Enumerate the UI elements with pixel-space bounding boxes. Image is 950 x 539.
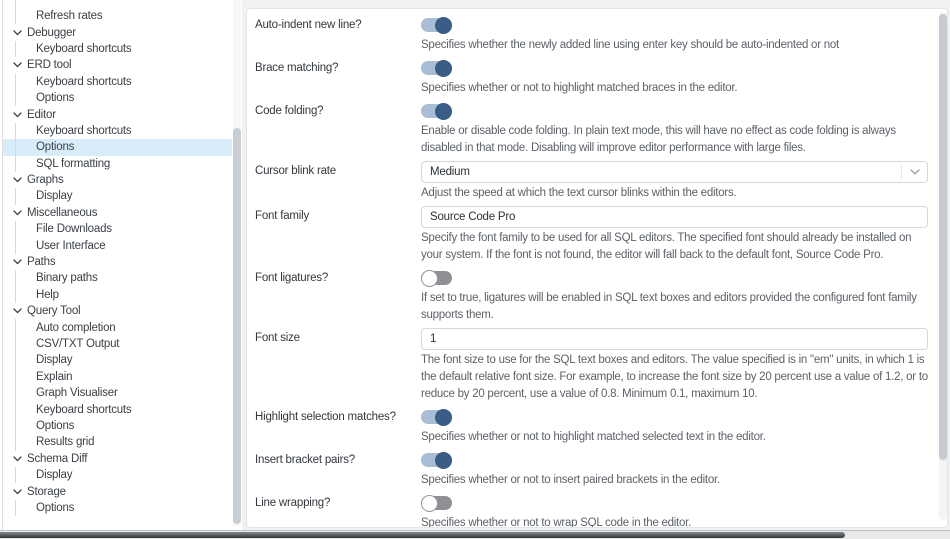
code-folding-toggle[interactable] xyxy=(421,104,452,118)
tree-item-label: Binary paths xyxy=(36,272,98,285)
chevron-down-icon[interactable] xyxy=(13,308,22,314)
tree-item-label: Display xyxy=(36,354,73,367)
sidebar-item-auto-completion[interactable] xyxy=(3,319,232,335)
setting-insert-bracket-pairs xyxy=(255,450,947,489)
content-scrollbar[interactable] xyxy=(939,12,947,520)
tree-item-label: Editor xyxy=(27,108,56,121)
tree-item-label: Keyboard shortcuts xyxy=(36,403,132,416)
setting-font-size xyxy=(255,328,947,403)
tree-item-label: Auto completion xyxy=(36,321,116,334)
tree-item-label: Refresh rates xyxy=(36,10,103,23)
sidebar-item-keyboard-shortcuts[interactable] xyxy=(3,74,232,90)
sidebar-item-storage[interactable] xyxy=(3,483,232,499)
chevron-down-icon[interactable] xyxy=(13,259,22,265)
tree-item-label: Options xyxy=(36,419,75,432)
setting-help-text: Specify the font family to be used for all SQL editors. The specified font should already be installed on your system. If the font is not found, the editor will fall back to the default font, Source Code Pro. xyxy=(421,232,912,261)
setting-label: Cursor blink rate xyxy=(255,165,336,177)
toggle-knob xyxy=(435,60,452,77)
tree-item-label: Results grid xyxy=(36,436,95,449)
tree-item-label: Keyboard shortcuts xyxy=(36,124,132,137)
settings-list xyxy=(255,15,947,528)
sidebar-item-graphs[interactable] xyxy=(3,172,232,188)
setting-font-ligatures xyxy=(255,268,947,324)
sidebar-item-file-downloads[interactable] xyxy=(3,221,232,237)
sidebar-item-sql-formatting[interactable] xyxy=(3,156,232,172)
font-family-input[interactable] xyxy=(421,206,928,228)
setting-label: Code folding? xyxy=(255,105,324,117)
sidebar-item-schema-diff[interactable] xyxy=(3,451,232,467)
sidebar-item-options[interactable] xyxy=(3,90,232,106)
font-ligatures-toggle[interactable] xyxy=(421,271,452,285)
toggle-knob xyxy=(435,409,452,426)
sidebar-item-options[interactable] xyxy=(3,500,232,516)
preferences-sidebar xyxy=(0,0,242,530)
insert-bracket-pairs-toggle[interactable] xyxy=(421,453,452,467)
highlight-selection-matches-toggle[interactable] xyxy=(421,410,452,424)
sidebar-item-editor[interactable] xyxy=(3,106,232,122)
chevron-down-icon[interactable] xyxy=(901,165,927,179)
setting-label: Font ligatures? xyxy=(255,272,329,284)
tree-item-label: Keyboard shortcuts xyxy=(36,42,132,55)
tree-item-label: Options xyxy=(36,141,75,154)
sidebar-item-debugger[interactable] xyxy=(3,24,232,40)
setting-help-text: Specifies whether or not to highlight matched braces in the editor. xyxy=(421,82,738,94)
tree-item-label: Display xyxy=(36,469,73,482)
sidebar-item-display[interactable] xyxy=(3,188,232,204)
line-wrapping-toggle[interactable] xyxy=(421,496,452,510)
sidebar-item-keyboard-shortcuts[interactable] xyxy=(3,41,232,57)
tree-item-label: Display xyxy=(36,190,73,203)
tree-item-label: File Downloads xyxy=(36,223,112,236)
setting-help-text: Enable or disable code folding. In plain text mode, this will have no effect as code folding is always disabled in that mode. Disabling will improve editor performance with large files. xyxy=(421,125,896,154)
setting-help-text: If set to true, ligatures will be enabled in SQL text boxes and editors provided the configured font family supports them. xyxy=(421,292,917,321)
toggle-knob xyxy=(435,17,452,34)
setting-label: Line wrapping? xyxy=(255,497,331,509)
tree-item-label: Storage xyxy=(27,485,66,498)
horizontal-scrollbar[interactable] xyxy=(0,530,950,539)
sidebar-item-query-tool[interactable] xyxy=(3,303,232,319)
sidebar-item-display[interactable] xyxy=(3,352,232,368)
setting-help-text: Adjust the speed at which the text cursor blinks within the editors. xyxy=(421,187,737,199)
select-value: Medium xyxy=(430,166,470,178)
sidebar-item-erd-tool[interactable] xyxy=(3,57,232,73)
setting-brace-matching xyxy=(255,58,947,97)
sidebar-item-keyboard-shortcuts[interactable] xyxy=(3,401,232,417)
tree-item-label: SQL formatting xyxy=(36,157,111,170)
setting-line-wrapping xyxy=(255,493,947,528)
setting-label: Insert bracket pairs? xyxy=(255,454,355,466)
toggle-knob xyxy=(435,103,452,120)
sidebar-item-user-interface[interactable] xyxy=(3,237,232,253)
tree-item-label: Options xyxy=(36,92,75,105)
chevron-down-icon[interactable] xyxy=(13,210,22,216)
content-scrollbar-thumb[interactable] xyxy=(939,14,947,460)
sidebar-item-options[interactable] xyxy=(3,139,232,155)
tree-item-label: Schema Diff xyxy=(27,452,88,465)
tree-item-label: Graphs xyxy=(27,174,64,187)
sidebar-item-display[interactable] xyxy=(3,467,232,483)
setting-auto-indent-new-line xyxy=(255,15,947,54)
sidebar-item-csv-txt-output[interactable] xyxy=(3,336,232,352)
tree-item-label: Miscellaneous xyxy=(27,206,98,219)
setting-help-text: The font size to use for the SQL text boxes and editors. The value specified is in "em" units, in which 1 is the default relative font size. For example, to increase the font size by 20 percent use a value of 1.2, or to reduce by 20 percent, use a value of 0.8. Minimum 0.1, maximum 10. xyxy=(421,354,928,400)
sidebar-item-binary-paths[interactable] xyxy=(3,270,232,286)
tree-item-label: Query Tool xyxy=(27,305,81,318)
editor-options-card xyxy=(246,8,948,528)
brace-matching-toggle[interactable] xyxy=(421,61,452,75)
sidebar-item-explain[interactable] xyxy=(3,369,232,385)
setting-help-text: Specifies whether or not to wrap SQL code in the editor. xyxy=(421,517,692,528)
setting-label: Brace matching? xyxy=(255,62,339,74)
toggle-knob xyxy=(435,452,452,469)
setting-label: Font family xyxy=(255,210,310,222)
auto-indent-new-line-toggle[interactable] xyxy=(421,18,452,32)
setting-help-text: Specifies whether the newly added line using enter key should be auto-indented or not xyxy=(421,39,839,51)
setting-help-text: Specifies whether or not to highlight matched selected text in the editor. xyxy=(421,431,766,443)
horizontal-scrollbar-thumb[interactable] xyxy=(0,532,845,538)
toggle-knob xyxy=(421,270,438,287)
chevron-down-icon[interactable] xyxy=(13,112,22,118)
setting-cursor-blink-rate xyxy=(255,161,947,202)
chevron-down-icon[interactable] xyxy=(13,456,22,462)
tree-item-label: Help xyxy=(36,288,59,301)
sidebar-item-graph-visualiser[interactable] xyxy=(3,385,232,401)
setting-label: Highlight selection matches? xyxy=(255,411,396,423)
preferences-tree xyxy=(3,0,232,516)
setting-highlight-selection-matches xyxy=(255,407,947,446)
chevron-down-icon[interactable] xyxy=(13,62,22,68)
toggle-knob xyxy=(421,495,438,512)
setting-help-text: Specifies whether or not to insert paired brackets in the editor. xyxy=(421,474,720,486)
tree-item-label: ERD tool xyxy=(27,59,72,72)
sidebar-item-keyboard-shortcuts[interactable] xyxy=(3,123,232,139)
tree-item-label: Keyboard shortcuts xyxy=(36,75,132,88)
sidebar-item-help[interactable] xyxy=(3,287,232,303)
sidebar-scrollbar-thumb[interactable] xyxy=(233,128,241,524)
sidebar-scrollbar[interactable] xyxy=(233,0,241,526)
tree-item-label: CSV/TXT Output xyxy=(36,338,120,350)
sidebar-item-options[interactable] xyxy=(3,418,232,434)
font-size-input[interactable] xyxy=(421,328,928,350)
setting-label: Auto-indent new line? xyxy=(255,19,362,31)
setting-font-family xyxy=(255,206,947,264)
sidebar-item-refresh-rates[interactable] xyxy=(3,8,232,24)
tree-item-label: User Interface xyxy=(36,239,106,252)
tree-item-label: Graph Visualiser xyxy=(36,387,118,400)
preferences-content-panel xyxy=(242,0,950,530)
chevron-down-icon[interactable] xyxy=(13,30,22,36)
tree-item-label: Options xyxy=(36,501,75,514)
cursor-blink-rate-select[interactable] xyxy=(421,161,928,183)
tree-item-label: Paths xyxy=(27,256,56,269)
setting-label: Font size xyxy=(255,332,300,344)
chevron-down-icon[interactable] xyxy=(13,489,22,495)
sidebar-item-paths[interactable] xyxy=(3,254,232,270)
tree-item-label: Explain xyxy=(36,370,73,383)
sidebar-item-miscellaneous[interactable] xyxy=(3,205,232,221)
sidebar-item-results-grid[interactable] xyxy=(3,434,232,450)
tree-item-label: Debugger xyxy=(27,26,76,39)
chevron-down-icon[interactable] xyxy=(13,177,22,183)
setting-code-folding xyxy=(255,101,947,157)
